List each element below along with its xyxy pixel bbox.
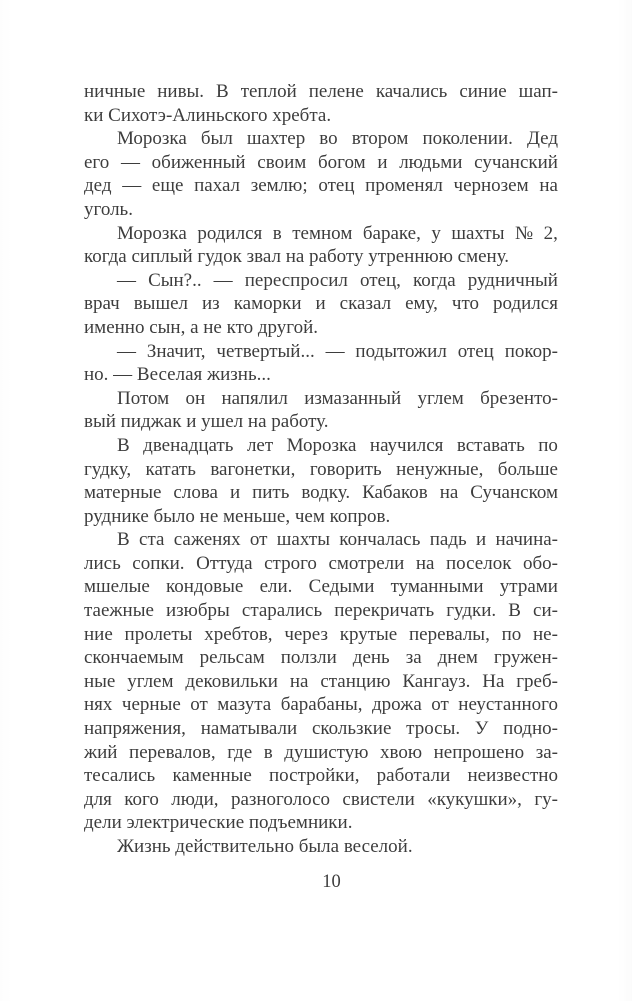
text-line: врач вышел из каморки и сказал ему, что родился (84, 293, 558, 315)
text-line: нях черные от мазута барабаны, дрожа от неустанного (84, 694, 558, 716)
text-line: но. — Веселая жизнь... (84, 364, 271, 386)
text-line: матерные слова и пить водку. Кабаков на Сучанском (84, 482, 558, 504)
text-line: ки Сихотэ-Алиньского хребта. (84, 104, 332, 126)
text-line: Морозка родился в темном бараке, у шахты № 2, (117, 222, 558, 244)
text-line: ние пролеты хребтов, через крутые перевалы, по не- (84, 623, 558, 645)
text-line: ничные нивы. В теплой пелене качались синие шап- (84, 81, 558, 102)
text-line: жий перевалов, где в душистую хвою непрошено за- (84, 741, 558, 763)
text-line: руднике было не меньше, чем копров. (84, 505, 391, 527)
text-line: Жизнь действительно была веселой. (117, 836, 413, 857)
text-line: Морозка был шахтер во втором поколении. Дед (117, 128, 558, 150)
text-line: таежные изюбры старались перекричать гудки. В си- (84, 600, 558, 622)
text-line: гудку, катать вагонетки, говорить ненужные, больше (84, 458, 558, 480)
text-line: — Значит, четвертый... — подытожил отец покор- (117, 340, 558, 362)
text-line: дели электрические подъемники. (84, 812, 353, 834)
text-line: напряжения, наматывали скользкие тросы. У подно- (84, 718, 558, 740)
text-line: вый пиджак и ушел на работу. (84, 411, 329, 433)
text-line: для кого люди, разноголосо свистели «кукушки», гу- (84, 788, 558, 810)
text-line: В ста саженях от шахты кончалась падь и начина- (117, 529, 558, 551)
text-line: мшелые кондовые ели. Седыми туманными утрами (84, 576, 558, 598)
text-line: скончаемым рельсам ползли день за днем гружен- (84, 647, 558, 669)
text-line: ные углем дековильки на станцию Кангауз. На греб- (84, 670, 558, 692)
text-line: — Сын?.. — переспросил отец, когда рудничный (117, 269, 558, 291)
text-line: именно сын, а не кто другой. (84, 316, 319, 338)
text-line: его — обиженный своим богом и людьми сучанский (84, 151, 558, 173)
text-line: лись сопки. Оттуда строго смотрели на поселок обо- (84, 552, 558, 574)
text-line: когда сиплый гудок звал на работу утреннюю смену. (84, 246, 510, 268)
page-number: 10 (322, 872, 341, 892)
text-line: дед — еще пахал землю; отец променял чернозем на (84, 175, 558, 197)
text-line: В двенадцать лет Морозка научился вставать по (117, 434, 558, 456)
page-text (84, 80, 558, 859)
text-line: Потом он напялил измазанный углем брезенто- (117, 387, 558, 409)
text-line: тесались каменные постройки, работали неизвестно (84, 765, 558, 787)
text-line: уголь. (84, 198, 133, 220)
